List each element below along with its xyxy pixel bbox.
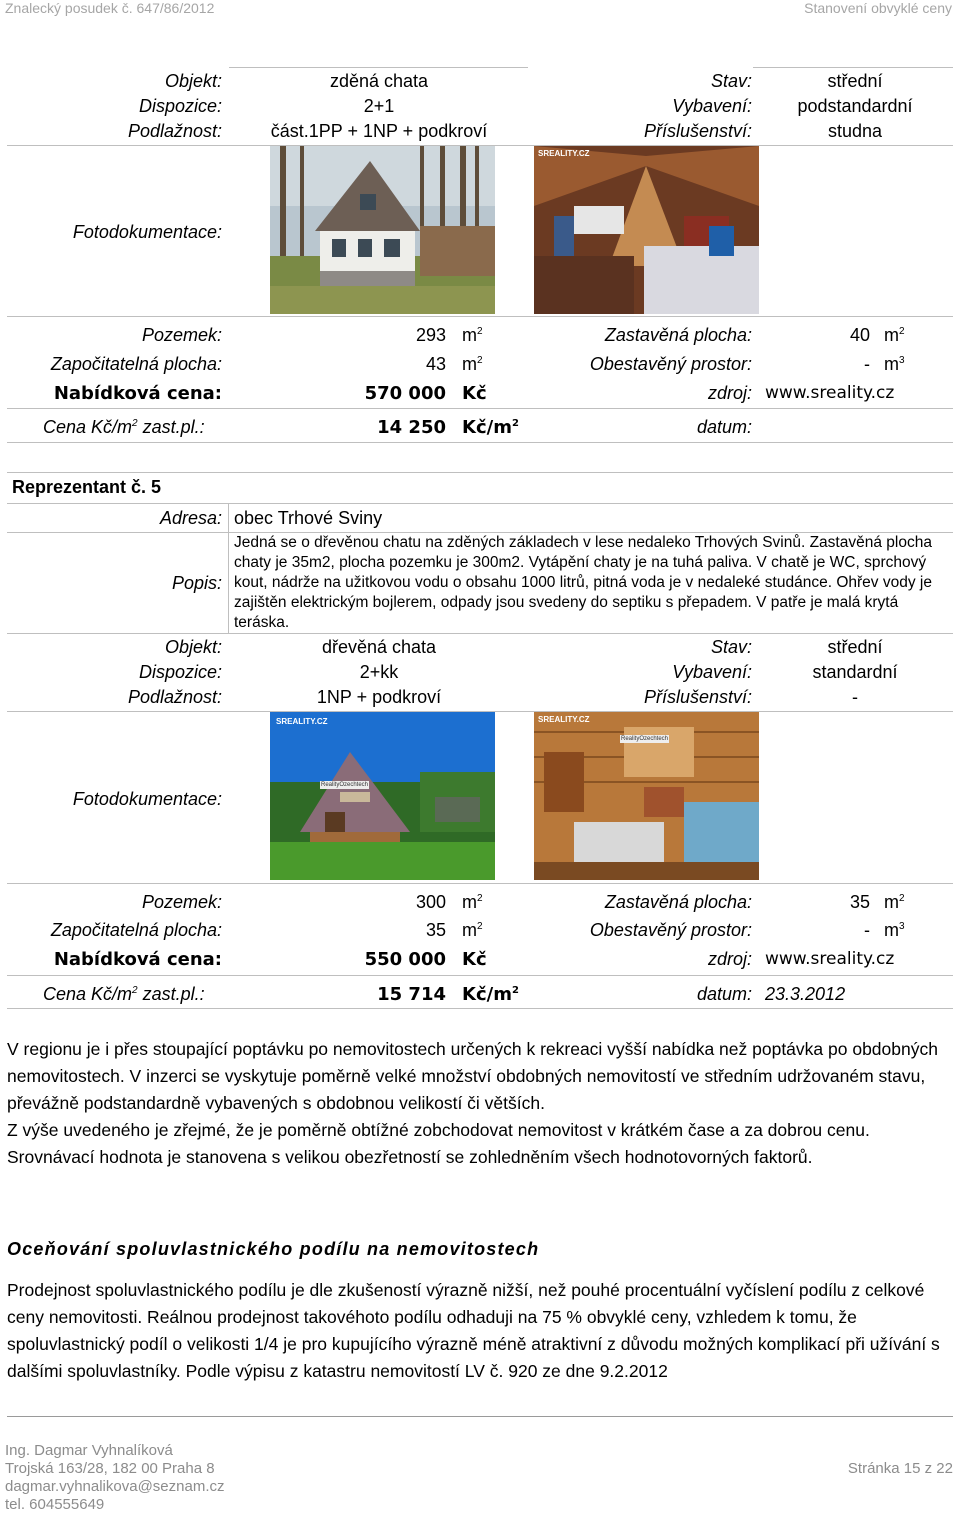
cena-za-m2-label: Cena $Kč/m^2$ zast.pl.: bbox=[43, 984, 205, 1004]
datum-value: 23.3.2012 bbox=[765, 984, 846, 1004]
footer-author-name: Ing. Dagmar Vyhnalíková bbox=[5, 1442, 173, 1459]
zdroj-value: www.sreality.cz bbox=[765, 949, 895, 969]
objekt-label: Objekt: bbox=[164, 637, 222, 657]
nabidkova-cena-label: Nabídková cena: bbox=[53, 949, 222, 970]
zastavena-plocha-label: Zastavěná plocha: bbox=[604, 325, 752, 345]
vybaveni-label: Vybavení: bbox=[672, 96, 752, 116]
zapocitatelna-plocha-label: Započitatelná plocha: bbox=[50, 354, 222, 374]
adresa-value: obec Trhové Sviny bbox=[234, 508, 383, 528]
pozemek-label: Pozemek: bbox=[141, 325, 222, 345]
summary-paragraph-1: V regionu je i přes stoupající poptávku po nemovitostech určených k rekreaci vyšší nabídka než poptávka po obdobných nemovitostech. V inzerci se vyskytuje poměrně velké množství obdobných nemovitostí ve středním udržovaném stavu, převážně podstandardně vybavených s obdobnou velikostí či větších. bbox=[7, 1039, 938, 1113]
obestaveny-prostor-label: Obestavěný prostor: bbox=[589, 354, 752, 374]
nabidkova-cena-value: 570 000 bbox=[364, 383, 446, 404]
nabidkova-cena-unit: Kč bbox=[462, 949, 487, 970]
zastavena-plocha-value: 40 bbox=[849, 325, 870, 345]
fotodokumentace-label: Fotodokumentace: bbox=[72, 789, 222, 809]
cena-za-m2-unit: $Kč/m^2$ bbox=[462, 984, 519, 1005]
zastavena-plocha-value: 35 bbox=[849, 892, 870, 912]
objekt-value: zděná chata bbox=[329, 71, 429, 91]
pozemek-label: Pozemek: bbox=[141, 892, 222, 912]
obestaveny-prostor-value: - bbox=[864, 354, 870, 374]
table-rule bbox=[7, 883, 953, 884]
zapocitatelna-plocha-label: Započitatelná plocha: bbox=[50, 920, 222, 940]
vybaveni-value: podstandardní bbox=[797, 96, 913, 116]
prislusenstvi-label: Příslušenství: bbox=[643, 687, 752, 707]
table-rule bbox=[229, 67, 528, 68]
header-section-title: Stanovení obvyklé ceny bbox=[804, 0, 952, 16]
photo-sign: RealityOzechtech bbox=[621, 736, 669, 742]
podlaznost-value: část.1PP + 1NP + podkroví bbox=[270, 121, 488, 141]
popis-text: Jedná se o dřevěnou chatu na zděných základech v lese nedaleko Trhových Svinů. Zastavěná plocha chaty je 35m2, plocha pozemku je 300m2. Vytápění chaty je na tuhá paliva. V chatě je WC, sprchový kout, nádrže na užitkovou vodu o obsahu 1000 litrů, pitná voda je v nedaleké studánce. Ohřev vody je zajištěn elektrickým bojlerem, odpady jsou svedeny do septiku s přepadem. V patře je malá krytá teráska. bbox=[234, 534, 932, 631]
cena-za-m2-label: Cena $Kč/m^2$ zast.pl.: bbox=[43, 417, 205, 437]
zastavena-plocha-unit: $m^2$ bbox=[884, 325, 905, 345]
vybaveni-label: Vybavení: bbox=[672, 662, 752, 682]
zdroj-label: zdroj: bbox=[707, 383, 752, 403]
photo-watermark: SREALITY.CZ bbox=[538, 715, 590, 724]
podlaznost-value: 1NP + podkroví bbox=[316, 687, 442, 707]
footer-phone: tel. 604555649 bbox=[5, 1496, 105, 1513]
table-rule bbox=[228, 503, 229, 633]
obestaveny-prostor-unit: $m^3$ bbox=[884, 920, 905, 940]
pozemek-value: 300 bbox=[415, 892, 446, 912]
table-rule bbox=[7, 316, 953, 317]
photo-wooden-interior bbox=[534, 712, 759, 880]
photo-attic-interior bbox=[534, 146, 759, 314]
obestaveny-prostor-unit: $m^3$ bbox=[884, 354, 905, 374]
representative-title: Reprezentant č. 5 bbox=[12, 477, 162, 497]
table-rule bbox=[7, 975, 953, 976]
nabidkova-cena-unit: Kč bbox=[462, 383, 487, 404]
dispozice-value: 2+kk bbox=[359, 662, 399, 682]
podlaznost-label: Podlažnost: bbox=[127, 121, 222, 141]
photo-watermark: SREALITY.CZ bbox=[276, 717, 328, 726]
footer-rule bbox=[7, 1416, 953, 1417]
dispozice-label: Dispozice: bbox=[138, 662, 222, 682]
prislusenstvi-label: Příslušenství: bbox=[643, 121, 752, 141]
cena-za-m2-value: 14 250 bbox=[377, 417, 446, 438]
stav-value: střední bbox=[827, 637, 883, 657]
photo-sign: RealityOzechtech bbox=[321, 782, 369, 788]
pozemek-value: 293 bbox=[415, 325, 446, 345]
footer-page-number: Stránka 15 z 22 bbox=[847, 1460, 953, 1477]
footer-address: Trojská 163/28, 182 00 Praha 8 bbox=[5, 1460, 215, 1477]
table-rule bbox=[7, 503, 953, 504]
datum-label: datum: bbox=[696, 984, 752, 1004]
zapocitatelna-plocha-unit: $m^2$ bbox=[462, 920, 483, 940]
stav-value: střední bbox=[827, 71, 883, 91]
podlaznost-label: Podlažnost: bbox=[127, 687, 222, 707]
footer-email: dagmar.vyhnalikova@seznam.cz bbox=[5, 1478, 225, 1495]
pozemek-unit: $m^2$ bbox=[462, 325, 483, 345]
cena-za-m2-value: 15 714 bbox=[377, 984, 446, 1005]
table-rule bbox=[7, 442, 953, 443]
section-heading: Oceňování spoluvlastnického podílu na nemovitostech bbox=[7, 1239, 540, 1259]
dispozice-value: 2+1 bbox=[363, 96, 395, 116]
popis-label: Popis: bbox=[171, 573, 222, 593]
zapocitatelna-plocha-value: 35 bbox=[425, 920, 446, 940]
zastavena-plocha-label: Zastavěná plocha: bbox=[604, 892, 752, 912]
zapocitatelna-plocha-unit: $m^2$ bbox=[462, 354, 483, 374]
zastavena-plocha-unit: $m^2$ bbox=[884, 892, 905, 912]
vybaveni-value: standardní bbox=[812, 662, 898, 682]
objekt-label: Objekt: bbox=[164, 71, 222, 91]
table-rule bbox=[7, 408, 953, 409]
datum-label: datum: bbox=[696, 417, 752, 437]
photo-wooden-chalet-exterior bbox=[270, 712, 495, 880]
summary-paragraph-2: Z výše uvedeného je zřejmé, že je poměrně obtížné zobchodovat nemovitost v krátkém čase a za dobrou cenu. Srovnávací hodnota je stanovena s velikou obezřetností se zohledněním všech hodnotovorných faktorů. bbox=[7, 1120, 870, 1167]
fotodokumentace-label: Fotodokumentace: bbox=[72, 222, 222, 242]
photo-watermark: SREALITY.CZ bbox=[538, 149, 590, 158]
nabidkova-cena-label: Nabídková cena: bbox=[53, 383, 222, 404]
table-rule bbox=[7, 1008, 953, 1009]
zapocitatelna-plocha-value: 43 bbox=[425, 354, 446, 374]
photo-chalet-exterior bbox=[270, 146, 495, 314]
obestaveny-prostor-label: Obestavěný prostor: bbox=[589, 920, 752, 940]
objekt-value: dřevěná chata bbox=[321, 637, 437, 657]
pozemek-unit: $m^2$ bbox=[462, 892, 483, 912]
prislusenstvi-value: - bbox=[852, 687, 858, 707]
stav-label: Stav: bbox=[710, 637, 752, 657]
dispozice-label: Dispozice: bbox=[138, 96, 222, 116]
header-document-title: Znalecký posudek č. 647/86/2012 bbox=[5, 0, 215, 16]
cena-za-m2-unit: $Kč/m^2$ bbox=[462, 417, 519, 438]
table-rule bbox=[7, 633, 953, 634]
zdroj-label: zdroj: bbox=[707, 949, 752, 969]
zdroj-value: www.sreality.cz bbox=[765, 383, 895, 403]
nabidkova-cena-value: 550 000 bbox=[364, 949, 446, 970]
prislusenstvi-value: studna bbox=[827, 121, 883, 141]
section-paragraph: Prodejnost spoluvlastnického podílu je dle zkušeností výrazně nižší, než pouhé procentuální vyčíslení podílu z celkové ceny nemovitosti. Reálnou prodejnost takovéhoto podílu odhaduji na 75 % obvyklé ceny, vzhledem k tomu, že spoluvlastnický podíl o velikosti 1/4 je pro kupujícího výrazně méně atraktivní z důvodu možných komplikací při užívání s dalšími spoluvlastníky. Podle výpisu z katastru nemovitostí LV č. 920 ze dne 9.2.2012 bbox=[7, 1280, 940, 1381]
obestaveny-prostor-value: - bbox=[864, 920, 870, 940]
stav-label: Stav: bbox=[710, 71, 752, 91]
table-rule bbox=[7, 472, 953, 473]
adresa-label: Adresa: bbox=[159, 508, 222, 528]
table-rule bbox=[753, 67, 953, 68]
